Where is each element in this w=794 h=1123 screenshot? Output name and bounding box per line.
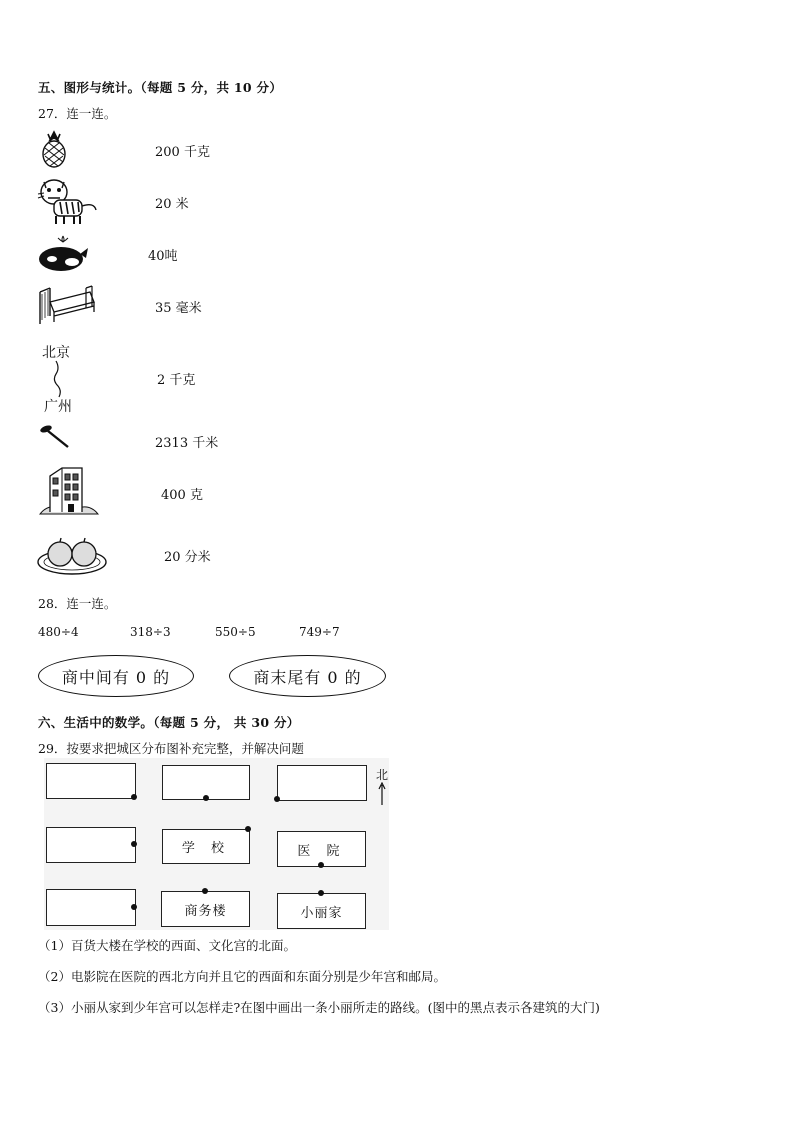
- measure-200-kg: 200 千克: [155, 145, 210, 160]
- map-box-xiaoli-home: [277, 893, 366, 929]
- expression-550-div-5: 550÷5: [215, 625, 256, 639]
- pineapple-icon: [36, 130, 72, 168]
- gate-dot: [131, 841, 137, 847]
- gate-dot: [131, 794, 137, 800]
- expression-480-div-4: 480÷4: [38, 625, 79, 639]
- oval-quotient-end-zero[interactable]: [229, 655, 386, 697]
- route-map-icon: [42, 342, 82, 414]
- measure-35-mm: 35 毫米: [155, 301, 202, 316]
- map-box-empty-3: [277, 765, 367, 801]
- gate-dot: [203, 795, 209, 801]
- question-29-part-2: （2）电影院在医院的西北方向并且它的西面和东面分别是少年宫和邮局。: [38, 969, 446, 984]
- building-icon: [38, 464, 100, 518]
- commerce-label: 商务楼: [184, 903, 227, 919]
- gate-dot: [318, 862, 324, 868]
- north-arrow-icon: [377, 782, 387, 806]
- oval-quotient-middle-zero[interactable]: [38, 655, 194, 697]
- hospital-label: 医 院: [297, 843, 346, 859]
- measure-2313-km: 2313 千米: [155, 436, 219, 451]
- measure-2-kg: 2 千克: [157, 373, 196, 388]
- measure-400-g: 400 克: [161, 488, 203, 503]
- question-29-part-3: （3）小丽从家到少年宫可以怎样走?在图中画出一条小丽所走的路线。(图中的黑点表示各建筑的大门): [38, 1000, 600, 1015]
- oval-quotient-end-zero-label: 商末尾有 0 的: [253, 667, 362, 687]
- guangzhou-label: 广州: [44, 399, 72, 415]
- question-27-label: 27．连一连。: [38, 106, 117, 121]
- expression-749-div-7: 749÷7: [299, 625, 340, 639]
- section-5-title: 五、图形与统计。（每题 5 分，共 10 分）: [38, 80, 283, 95]
- map-box-empty-5: [46, 889, 136, 926]
- map-box-empty-4: [46, 827, 136, 863]
- question-29-label: 29．按要求把城区分布图补充完整，并解决问题: [38, 741, 304, 756]
- school-label: 学 校: [181, 841, 231, 856]
- nail-icon: [38, 424, 72, 450]
- gate-dot: [318, 890, 324, 896]
- question-29-part-1: （1）百货大楼在学校的西面、文化宫的北面。: [38, 938, 296, 953]
- tiger-icon: [36, 176, 102, 226]
- bed-icon: [36, 282, 98, 326]
- whale-icon: [36, 234, 90, 274]
- gate-dot: [202, 888, 208, 894]
- map-box-empty-1: [46, 763, 136, 799]
- gate-dot: [274, 796, 280, 802]
- map-box-school: [162, 829, 250, 864]
- gate-dot: [131, 904, 137, 910]
- apples-plate-icon: [36, 530, 108, 576]
- question-28-label: 28．连一连。: [38, 596, 117, 611]
- north-label: 北: [376, 768, 389, 782]
- expression-318-div-3: 318÷3: [130, 625, 171, 639]
- map-box-commerce: [161, 891, 250, 927]
- section-6-title: 六、生活中的数学。（每题 5 分， 共 30 分）: [38, 715, 300, 730]
- gate-dot: [245, 826, 251, 832]
- measure-20-dm: 20 分米: [164, 550, 211, 565]
- xiaoli-home-label: 小丽家: [300, 905, 343, 921]
- measure-20-m: 20 米: [155, 197, 189, 212]
- beijing-label: 北京: [42, 345, 70, 361]
- measure-40-ton: 40吨: [148, 249, 178, 264]
- oval-quotient-middle-zero-label: 商中间有 0 的: [61, 667, 171, 687]
